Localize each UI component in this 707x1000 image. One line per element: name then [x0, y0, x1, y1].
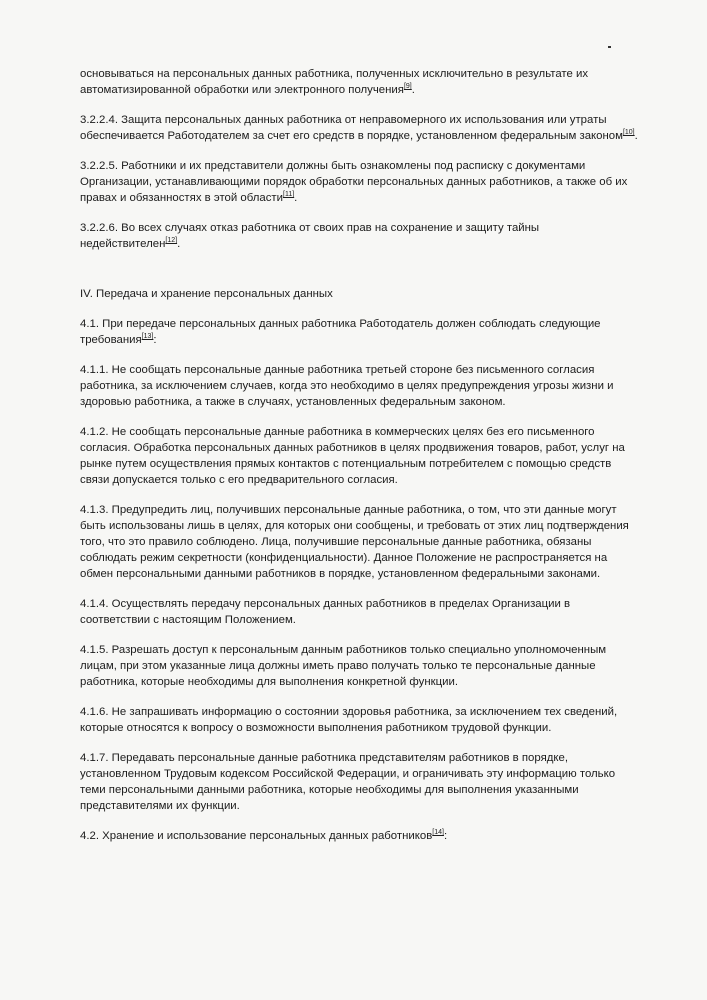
paragraph-4-1-5: 4.1.5. Разрешать доступ к персональным данным работников только специально уполномоченным лицам, при этом указанные лица должны иметь право получать только те персональные данные работника, которые необходимы для выполнения конкретной функции.	[80, 644, 607, 688]
paragraph-continuation: основываться на персональных данных работника, полученных исключительно в результате их автоматизированной обработки или электронного получения[9].	[80, 68, 589, 96]
paragraph-3-2-2-4: 3.2.2.4. Защита персональных данных работника от неправомерного их использования или утраты обеспечивается Работодателем за счет его средств в порядке, установленном федеральным законом[10].	[80, 114, 638, 142]
paragraph-4-1-4: 4.1.4. Осуществлять передачу персональных данных работников в пределах Организации в соответствии с настоящим Положением.	[80, 598, 571, 626]
footnote-ref-12[interactable]: [12]	[165, 237, 178, 245]
paragraph-3-2-2-5: 3.2.2.5. Работники и их представители должны быть ознакомлены под расписку с документами Организации, устанавливающими порядок обработки персональных данных работников, а также об их правах и обязанностях в этой области[11].	[80, 160, 628, 204]
paragraph-4-1-3: 4.1.3. Предупредить лиц, получивших персональные данные работника, о том, что эти данные могут быть использованы лишь в целях, для которых они сообщены, и требовать от этих лиц подтверждения того, что это правило соблюдено. Лица, получившие персональные данные работника, обязаны соблюдать режим секретности (конфиденциальности). Данное Положение не распространяется на обмен персональными данными работников в порядке, установленном федеральными законами.	[80, 504, 629, 580]
section-heading-iv: IV. Передача и хранение персональных данных	[80, 288, 333, 300]
paragraph-4-1-7: 4.1.7. Передавать персональные данные работника представителям работников в порядке, установленном Трудовым кодексом Российской Федерации, и ограничивать эту информацию только теми персональными данными работника, которые необходимы для выполнения указанными представителями их функции.	[80, 752, 616, 812]
paragraph-4-1-6: 4.1.6. Не запрашивать информацию о состоянии здоровья работника, за исключением тех сведений, которые относятся к вопросу о возможности выполнения работником трудовой функции.	[80, 706, 618, 734]
paragraph-4-1: 4.1. При передаче персональных данных работника Работодатель должен соблюдать следующие требования[13]:	[80, 318, 601, 346]
footnote-ref-10[interactable]: [10]	[622, 129, 635, 137]
footnote-ref-14[interactable]: [14]	[432, 829, 444, 837]
footnote-ref-11[interactable]: [11]	[283, 191, 295, 199]
paragraph-4-1-2: 4.1.2. Не сообщать персональные данные работника в коммерческих целях без его письменного согласия. Обработка персональных данных работников в целях продвижения товаров, работ, услуг на рынке путем осуществления прямых контактов с потенциальным потребителем с помощью средств связи допускается только с его предварительного согласия.	[80, 426, 625, 486]
paragraph-4-2: 4.2. Хранение и использование персональных данных работников[14]:	[80, 829, 448, 842]
scan-speck	[608, 46, 611, 48]
footnote-ref-13[interactable]: [13]	[141, 333, 154, 341]
footnote-ref-9[interactable]: [9]	[403, 83, 412, 91]
paragraph-3-2-2-6: 3.2.2.6. Во всех случаях отказ работника от своих прав на сохранение и защиту тайны недействителен[12].	[80, 222, 540, 250]
document-body	[80, 66, 640, 858]
paragraph-4-1-1: 4.1.1. Не сообщать персональные данные работника третьей стороне без письменного согласия работника, за исключением случаев, когда это необходимо в целях предупреждения угрозы жизни и здоровью работника, а также в случаях, установленных федеральным законом.	[80, 364, 614, 408]
